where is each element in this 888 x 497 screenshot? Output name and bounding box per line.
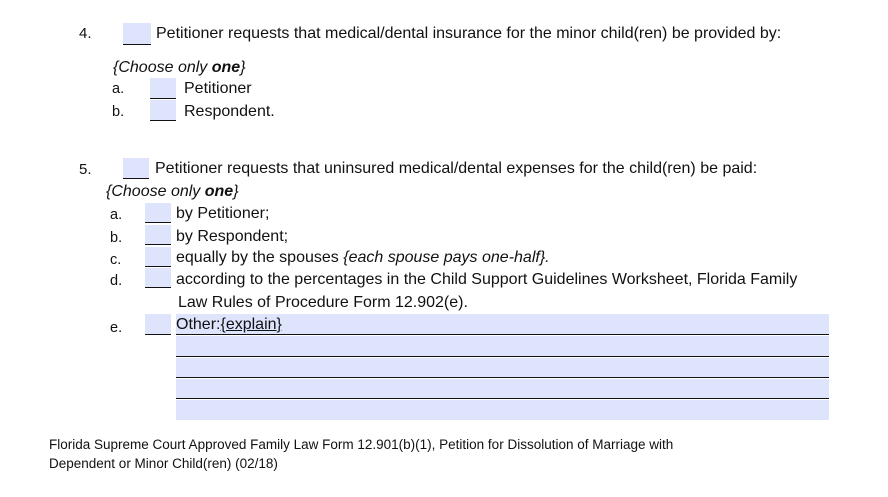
item-4-choose-note: {Choose only one}: [113, 59, 246, 76]
item-5e-text: Other:{explain}: [176, 316, 282, 333]
item-5a-letter: a.: [110, 207, 123, 223]
footer-line-1: Florida Supreme Court Approved Family Law Form 12.901(b)(1), Petition for Dissolution of Marriage with: [49, 437, 674, 452]
item-4b-letter: b.: [112, 104, 125, 120]
item-5d-letter: d.: [110, 273, 123, 289]
item-5d-checkbox[interactable]: [145, 268, 171, 288]
item-5-number: 5.: [79, 161, 92, 178]
item-4-number: 4.: [79, 25, 92, 42]
item-5c-checkbox[interactable]: [145, 247, 171, 267]
item-5-checkbox[interactable]: [123, 158, 149, 179]
item-4a-checkbox[interactable]: [150, 78, 176, 99]
item-5e-letter: e.: [110, 320, 123, 336]
item-5a-checkbox[interactable]: [145, 203, 171, 223]
item-4-text: Petitioner requests that medical/dental insurance for the minor child(ren) be provided by:: [156, 25, 782, 42]
explain-field-row-5[interactable]: [176, 400, 829, 420]
footer-line-2: Dependent or Minor Child(ren) (02/18): [49, 456, 278, 471]
explain-field-row-4[interactable]: [176, 379, 829, 399]
item-5-choose-note: {Choose only one}: [106, 183, 239, 200]
explain-field-row-3[interactable]: [176, 358, 829, 378]
item-5c-text: equally by the spouses {each spouse pays one-half}.: [176, 249, 550, 266]
item-5d-text: according to the percentages in the Child Support Guidelines Worksheet, Florida Family: [176, 271, 798, 288]
item-4b-checkbox[interactable]: [150, 100, 176, 121]
item-5a-text: by Petitioner;: [176, 205, 270, 222]
item-4a-text: Petitioner: [184, 80, 252, 97]
explain-field-row-2[interactable]: [176, 336, 829, 357]
form-footer: [49, 435, 673, 473]
item-5d-text-line2: Law Rules of Procedure Form 12.902(e).: [178, 294, 468, 311]
item-5b-letter: b.: [110, 230, 123, 246]
item-4a-letter: a.: [112, 81, 125, 97]
item-5e-checkbox[interactable]: [145, 314, 171, 335]
item-5b-text: by Respondent;: [176, 228, 289, 245]
item-5c-letter: c.: [110, 252, 122, 268]
item-4-checkbox[interactable]: [123, 23, 151, 45]
item-5-text: Petitioner requests that uninsured medical/dental expenses for the child(ren) be paid:: [155, 160, 758, 177]
item-5b-checkbox[interactable]: [145, 225, 171, 245]
item-4b-text: Respondent.: [184, 103, 275, 120]
